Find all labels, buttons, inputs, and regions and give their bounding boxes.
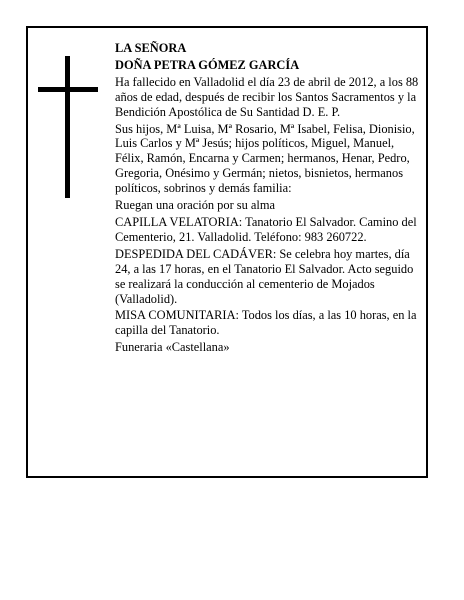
family-paragraph: Sus hijos, Mª Luisa, Mª Rosario, Mª Isabel, Felisa, Dionisio, Luis Carlos y Mª Jesús; hijos políticos, Miguel, Manuel, Félix, Ramón, Encarna y Carmen; hermanos, Henar, Pedro, Gregoria, Onésimo y Germán; nietos, bisnietos, hermanos políticos, sobrinos y demás familia: <box>115 121 415 196</box>
notice-title: LA SEÑORA <box>115 41 187 55</box>
obituary-notice <box>26 26 428 478</box>
cross-vertical-bar <box>65 56 70 198</box>
deceased-name: DOÑA PETRA GÓMEZ GARCÍA <box>115 57 300 72</box>
death-paragraph: Ha fallecido en Valladolid el día 23 de abril de 2012, a los 88 años de edad, después de recibir los Santos Sacramentos y la Bendición Apostólica de Su Santidad D. E. P. <box>115 74 419 119</box>
farewell-paragraph: DESPEDIDA DEL CADÁVER: Se celebra hoy martes, día 24, a las 17 horas, en el Tanatorio El Salvador. Acto seguido se realizará la conducción al cementerio de Mojados (Valladolid). <box>115 246 414 306</box>
notice-content <box>115 41 420 357</box>
funeral-home: Funeraria «Castellana» <box>115 340 230 355</box>
mass-paragraph: MISA COMUNITARIA: Todos los días, a las 10 horas, en la capilla del Tanatorio. <box>115 308 417 338</box>
chapel-paragraph: CAPILLA VELATORIA: Tanatorio El Salvador. Camino del Cementerio, 21. Valladolid. Teléfono: 983 260722. <box>115 214 417 244</box>
cross-icon <box>38 56 100 198</box>
cross-horizontal-bar <box>38 87 98 92</box>
prayer-line: Ruegan una oración por su alma <box>115 198 275 213</box>
